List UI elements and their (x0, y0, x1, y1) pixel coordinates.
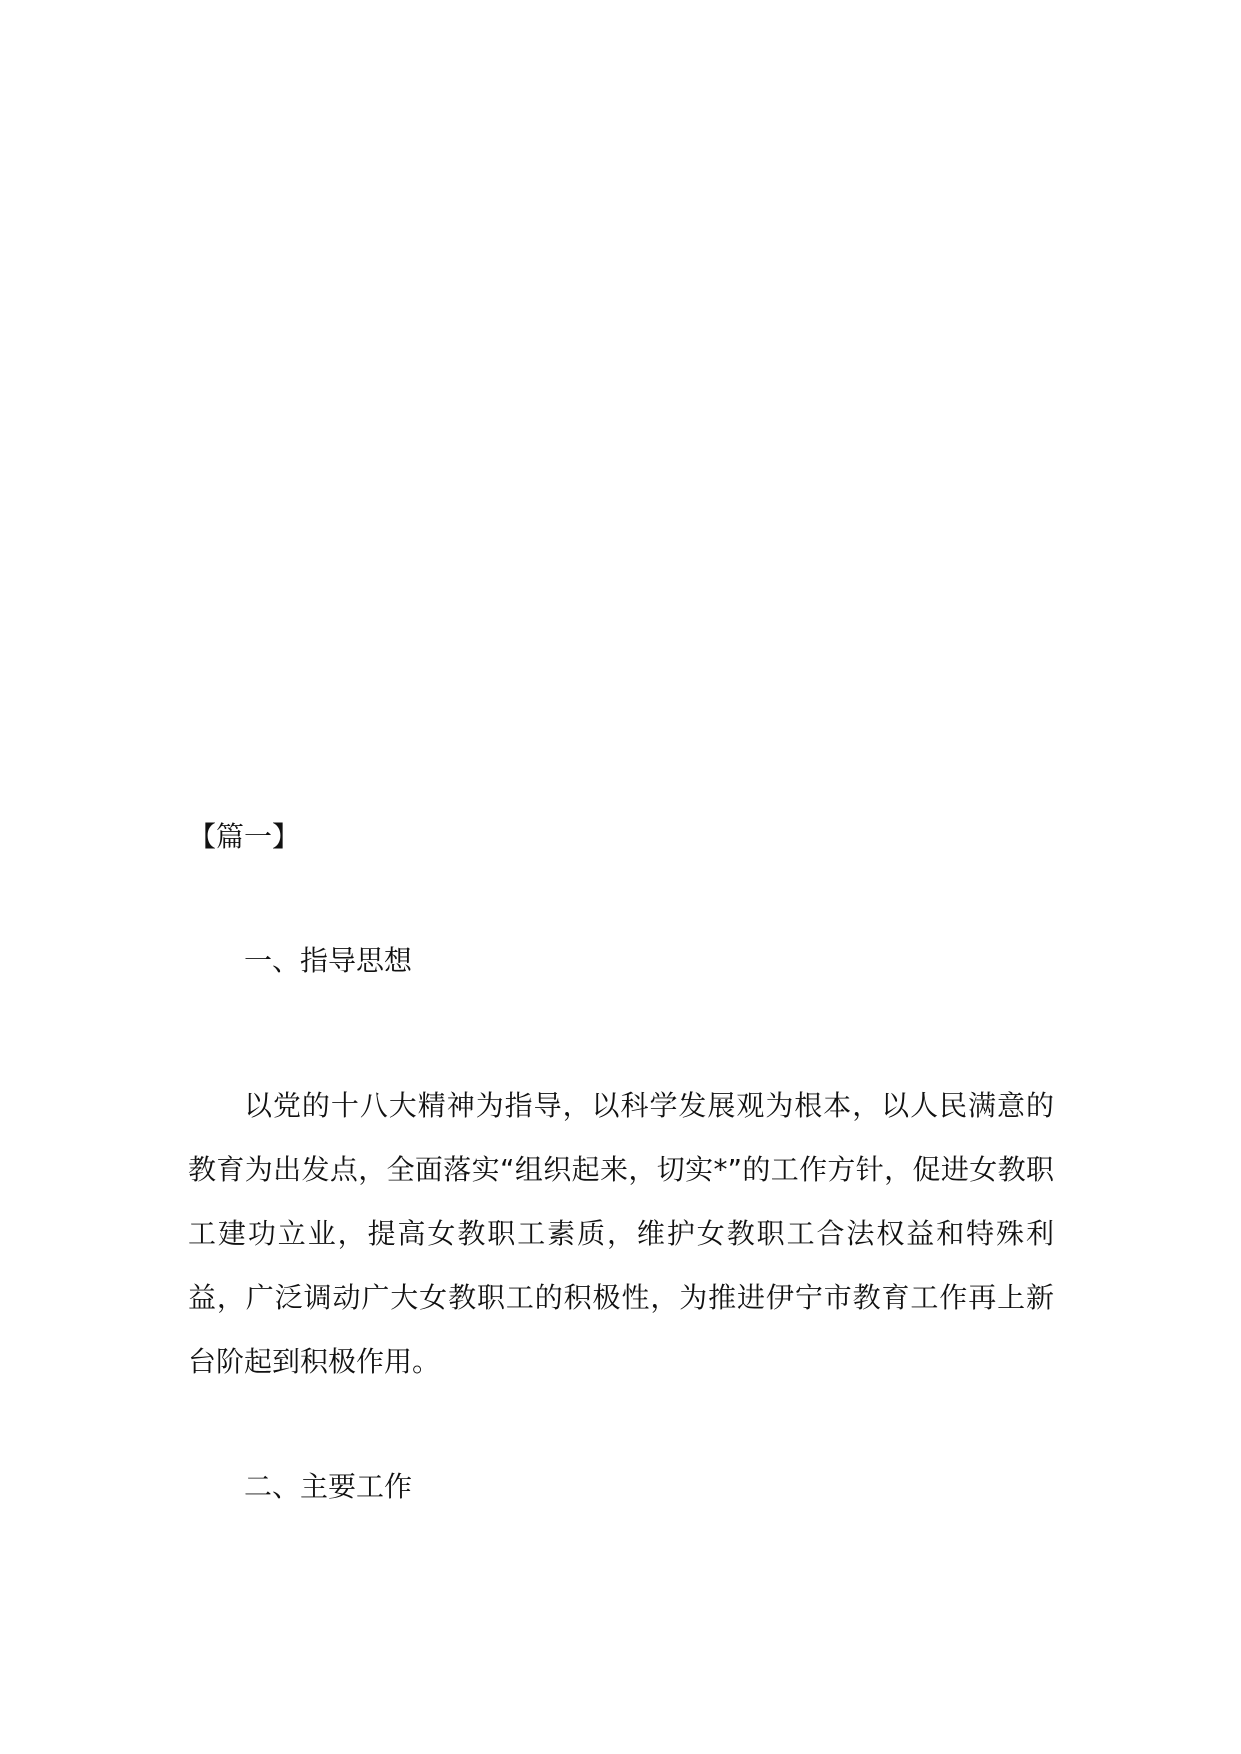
section-label: 【篇一】 (188, 820, 301, 853)
heading-main-work: 二、主要工作 (244, 1470, 413, 1503)
heading-guiding-ideology: 一、指导思想 (244, 944, 413, 977)
body-paragraph: 以党的十八大精神为指导，以科学发展观为根本，以人民满意的教育为出发点，全面落实“组织起来，切实*”的工作方针，促进女教职工建功立业，提高女教职工素质，维护女教职工合法权益和特殊利益，广泛调动广大女教职工的积极性，为推进伊宁市教育工作再上新台阶起到积极作用。 (188, 1089, 1054, 1378)
